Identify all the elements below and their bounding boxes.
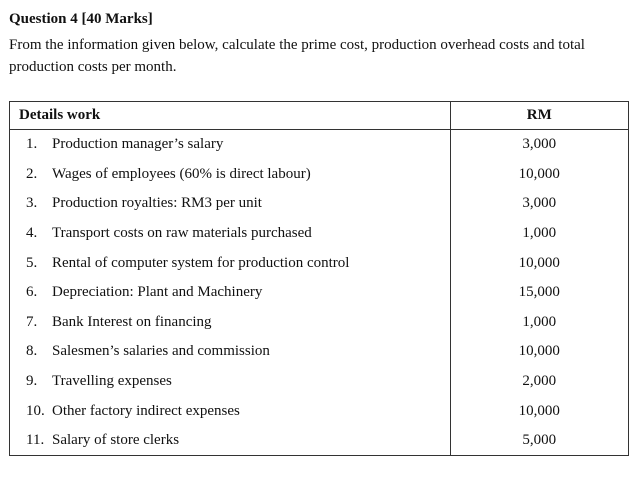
table-row — [10, 426, 628, 456]
row-amount: 5,000 — [450, 426, 628, 456]
row-item: Production manager’s salary — [52, 136, 224, 153]
header-amount: RM — [450, 102, 628, 130]
question-heading: Question 4 [40 Marks] — [9, 11, 153, 27]
row-item: Transport costs on raw materials purchased — [52, 225, 312, 242]
row-details — [10, 396, 450, 426]
row-details — [10, 248, 450, 278]
row-item: Salary of store clerks — [52, 432, 180, 449]
row-number: 9. — [26, 373, 38, 390]
table-row — [10, 396, 628, 426]
table-header-row — [10, 102, 628, 130]
row-number: 2. — [26, 165, 38, 182]
table-row — [10, 367, 628, 397]
row-amount: 1,000 — [450, 219, 628, 249]
row-amount: 10,000 — [450, 337, 628, 367]
row-item: Wages of employees (60% is direct labour) — [52, 165, 311, 182]
row-amount: 1,000 — [450, 308, 628, 338]
row-details — [10, 278, 450, 308]
row-item: Rental of computer system for production control — [52, 254, 350, 271]
row-number: 6. — [26, 284, 38, 301]
row-number: 5. — [26, 254, 38, 271]
row-amount: 15,000 — [450, 278, 628, 308]
row-details — [10, 367, 450, 397]
table-row — [10, 248, 628, 278]
row-details — [10, 337, 450, 367]
row-details — [10, 219, 450, 249]
table-row — [10, 219, 628, 249]
table-row — [10, 337, 628, 367]
row-amount: 10,000 — [450, 248, 628, 278]
header-details: Details work — [10, 102, 450, 130]
table-row — [10, 278, 628, 308]
row-item: Travelling expenses — [52, 373, 172, 390]
row-details — [10, 130, 450, 160]
table-row — [10, 130, 628, 160]
row-amount: 3,000 — [450, 189, 628, 219]
row-number: 4. — [26, 225, 38, 242]
row-number: 10. — [26, 402, 45, 419]
row-number: 1. — [26, 136, 38, 153]
row-item: Production royalties: RM3 per unit — [52, 195, 262, 212]
row-number: 8. — [26, 343, 38, 360]
row-item: Depreciation: Plant and Machinery — [52, 284, 263, 301]
table-row — [10, 160, 628, 190]
row-number: 11. — [26, 432, 45, 449]
row-amount: 10,000 — [450, 160, 628, 190]
row-details — [10, 426, 450, 456]
row-item: Salesmen’s salaries and commission — [52, 343, 270, 360]
row-details — [10, 308, 450, 338]
row-number: 3. — [26, 195, 38, 212]
row-details — [10, 160, 450, 190]
row-amount: 10,000 — [450, 396, 628, 426]
row-item: Bank Interest on financing — [52, 313, 212, 330]
row-amount: 2,000 — [450, 367, 628, 397]
row-amount: 3,000 — [450, 130, 628, 160]
row-number: 7. — [26, 313, 38, 330]
row-details — [10, 189, 450, 219]
cost-details-table — [9, 101, 629, 456]
table-row — [10, 308, 628, 338]
table-row — [10, 189, 628, 219]
row-item: Other factory indirect expenses — [52, 402, 240, 419]
question-instructions: From the information given below, calculate the prime cost, production overhead costs and total production costs per month. — [9, 37, 585, 75]
